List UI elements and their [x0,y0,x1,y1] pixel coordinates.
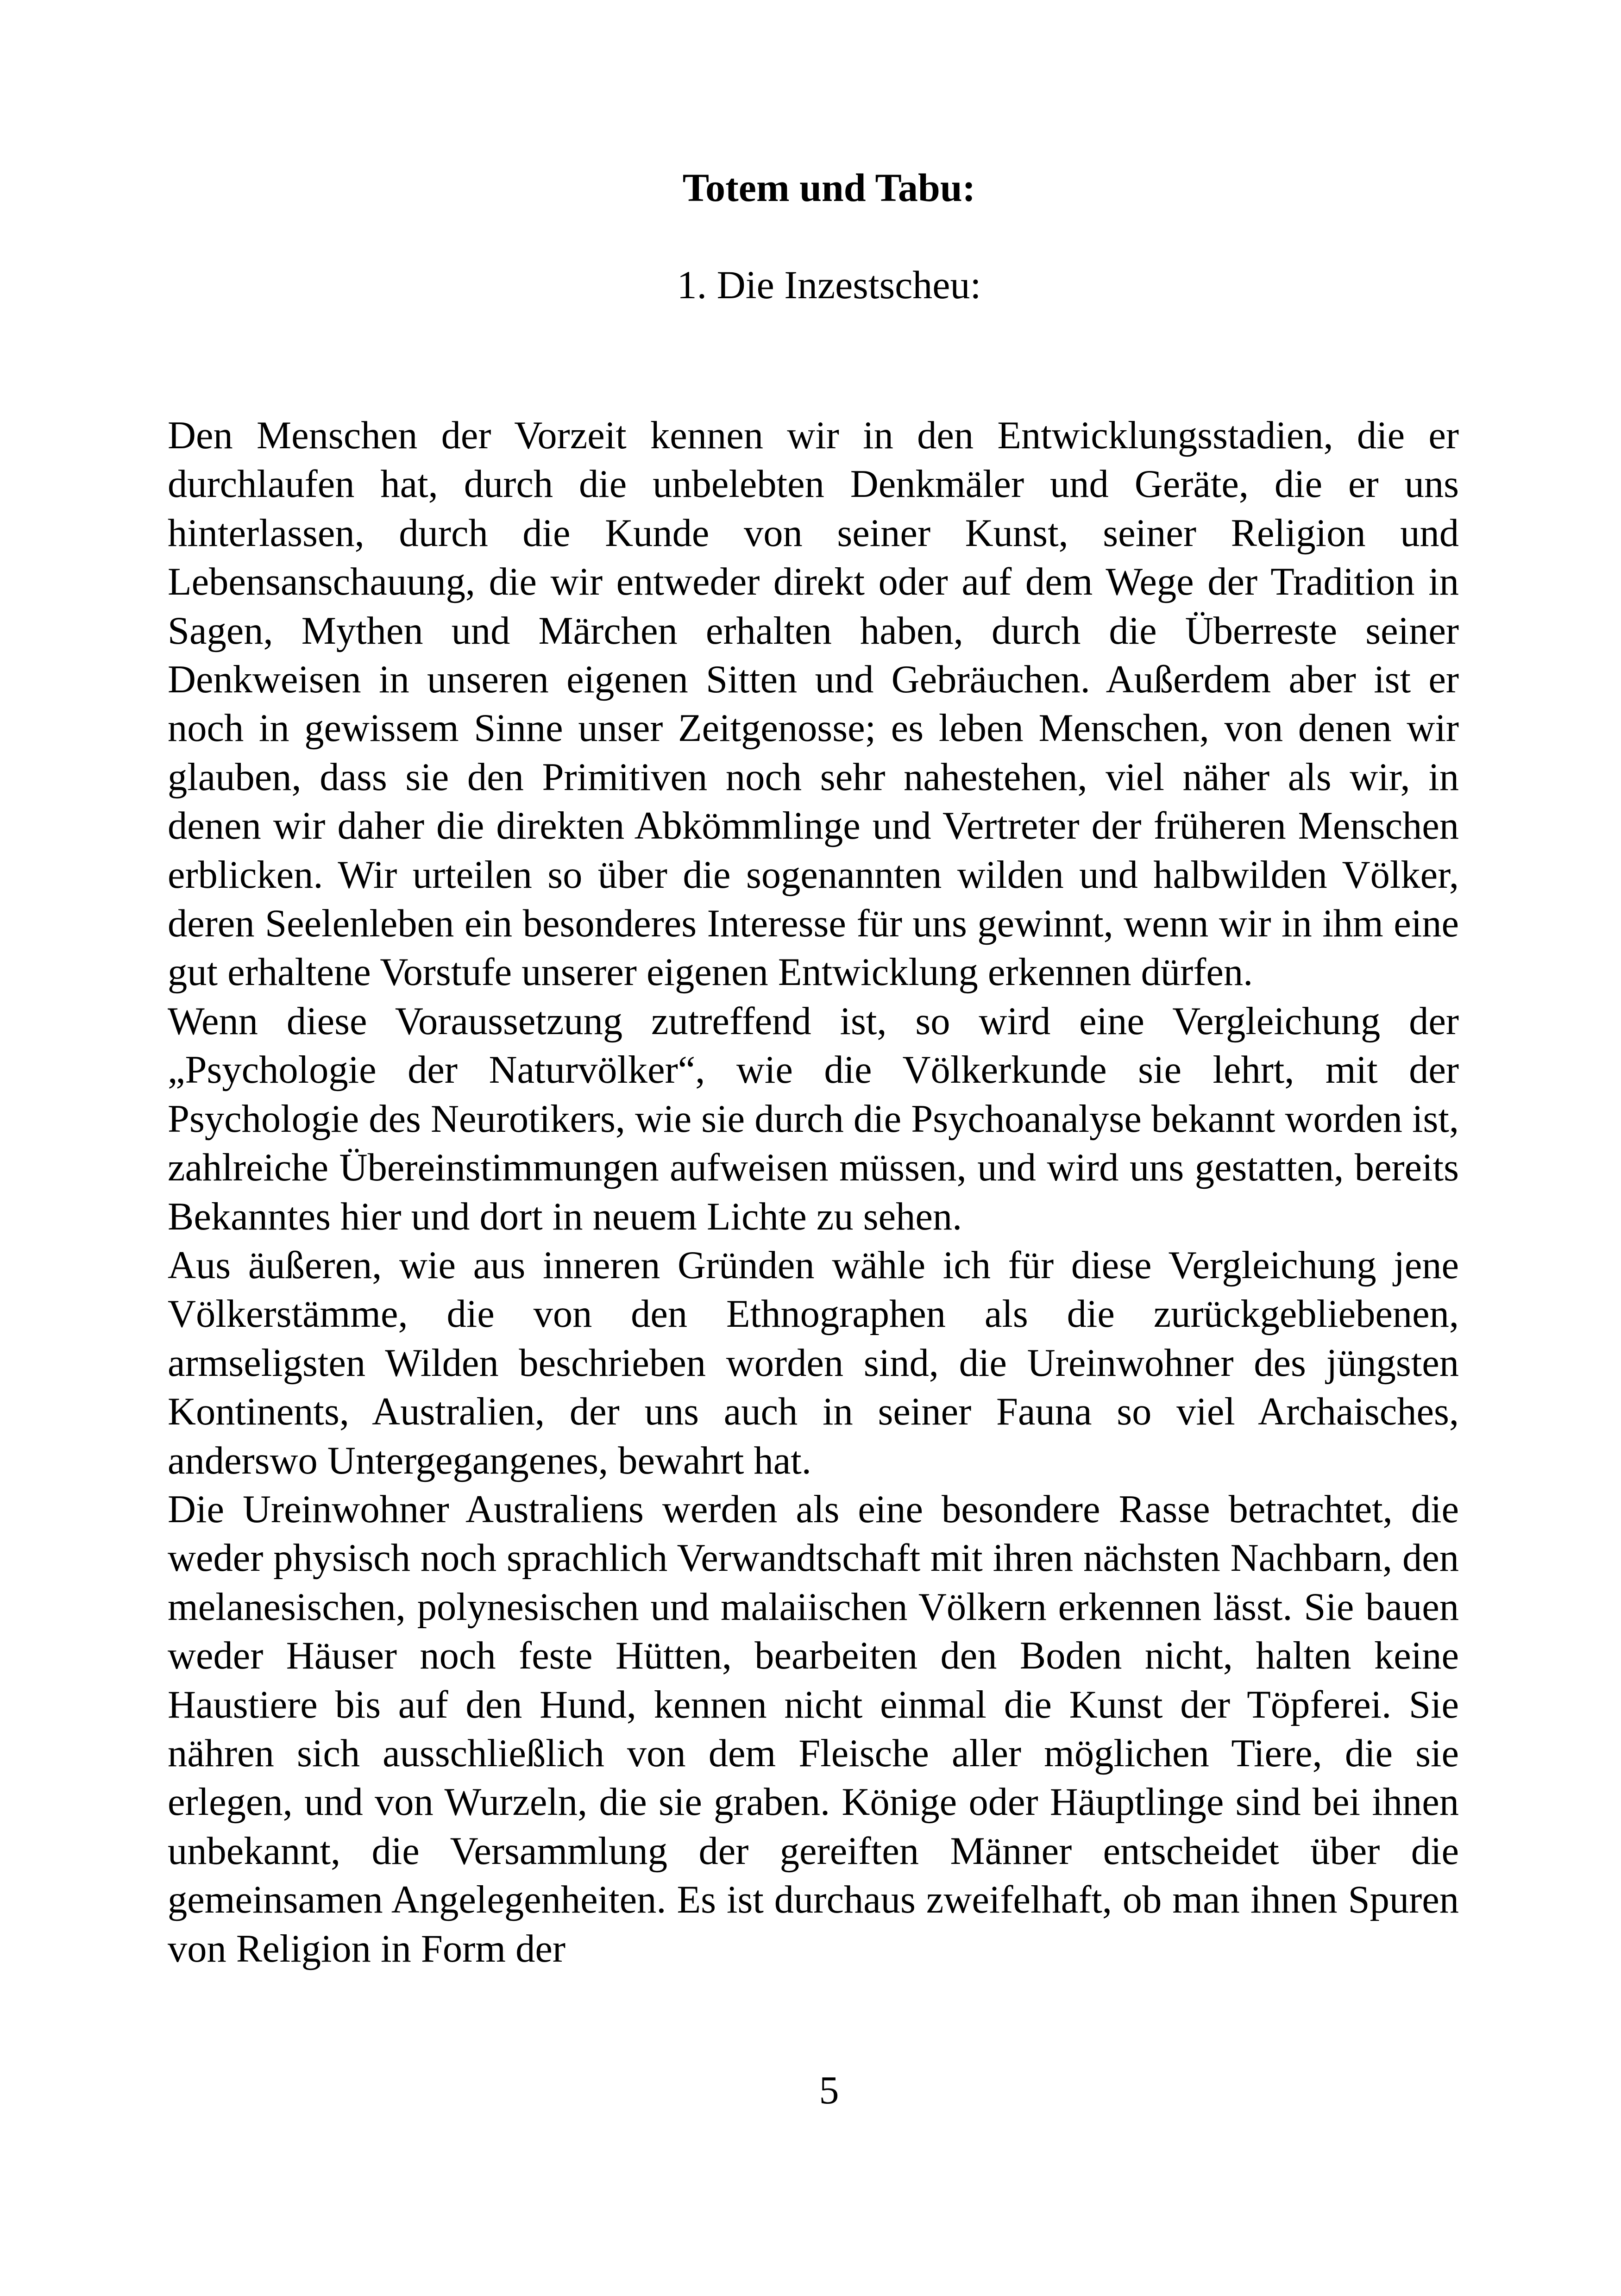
chapter-heading: 1. Die Inzestscheu: [677,263,981,307]
paragraph: Aus äußeren, wie aus inneren Gründen wähle ich für diese Vergleichung jene Völkerstämme, die von den Ethnographen als die zurückgebliebenen, armseligsten Wilden beschrieben worden sind, die Ureinwohner des jüngsten Kontinents, Australien, der uns auch in seiner Fauna so viel Archaisches, anderswo Untergegangenes, bewahrt hat. [168,1243,1459,1482]
paragraph: Den Menschen der Vorzeit kennen wir in den Entwicklungsstadien, die er durchlaufen hat, durch die unbelebten Denkmäler und Geräte, die er uns hinterlassen, durch die Kunde von seiner Kunst, seiner Religion und Lebensanschauung, die wir entweder direkt oder auf dem Wege der Tradition in Sagen, Mythen und Märchen erhalten haben, durch die Überreste seiner Denkweisen in unseren eigenen Sitten und Gebräuchen. Außerdem aber ist er noch in gewissem Sinne unser Zeitgenosse; es leben Menschen, von denen wir glauben, dass sie den Primitiven noch sehr nahestehen, viel näher als wir, in denen wir daher die direkten Abkömmlinge und Vertreter der früheren Menschen erblicken. Wir urteilen so über die sogenannten wilden und halbwilden Völker, deren Seelenleben ein besonderes Interesse für uns gewinnt, wenn wir in ihm eine gut erhaltene Vorstufe unserer eigenen Entwicklung erkennen dürfen. [168,414,1459,994]
page-number: 5 [819,2068,839,2112]
body-text [168,411,1459,1973]
paragraph: Wenn diese Voraussetzung zutreffend ist, so wird eine Vergleichung der „Psychologie der Naturvölker“, wie die Völkerkunde sie lehrt, mit der Psychologie des Neurotikers, wie sie durch die Psychoanalyse bekannt worden ist, zahlreiche Übereinstimmungen aufweisen müssen, und wird uns gestatten, bereits Bekanntes hier und dort in neuem Lichte zu sehen. [168,999,1459,1238]
document-title: Totem und Tabu: [682,165,976,210]
paragraph: Die Ureinwohner Australiens werden als eine besondere Rasse betrachtet, die weder physisch noch sprachlich Verwandtschaft mit ihren nächsten Nachbarn, den melanesischen, polynesischen und malaiischen Völkern erkennen lässt. Sie bauen weder Häuser noch feste Hütten, bearbeiten den Boden nicht, halten keine Haustiere bis auf den Hund, kennen nicht einmal die Kunst der Töpferei. Sie nähren sich ausschließlich von dem Fleische aller möglichen Tiere, die sie erlegen, und von Wurzeln, die sie graben. Könige oder Häuptlinge sind bei ihnen unbekannt, die Versammlung der gereiften Männer entscheidet über die gemeinsamen Angelegenheiten. Es ist durchaus zweifelhaft, ob man ihnen Spuren von Religion in Form der [168,1487,1459,1970]
